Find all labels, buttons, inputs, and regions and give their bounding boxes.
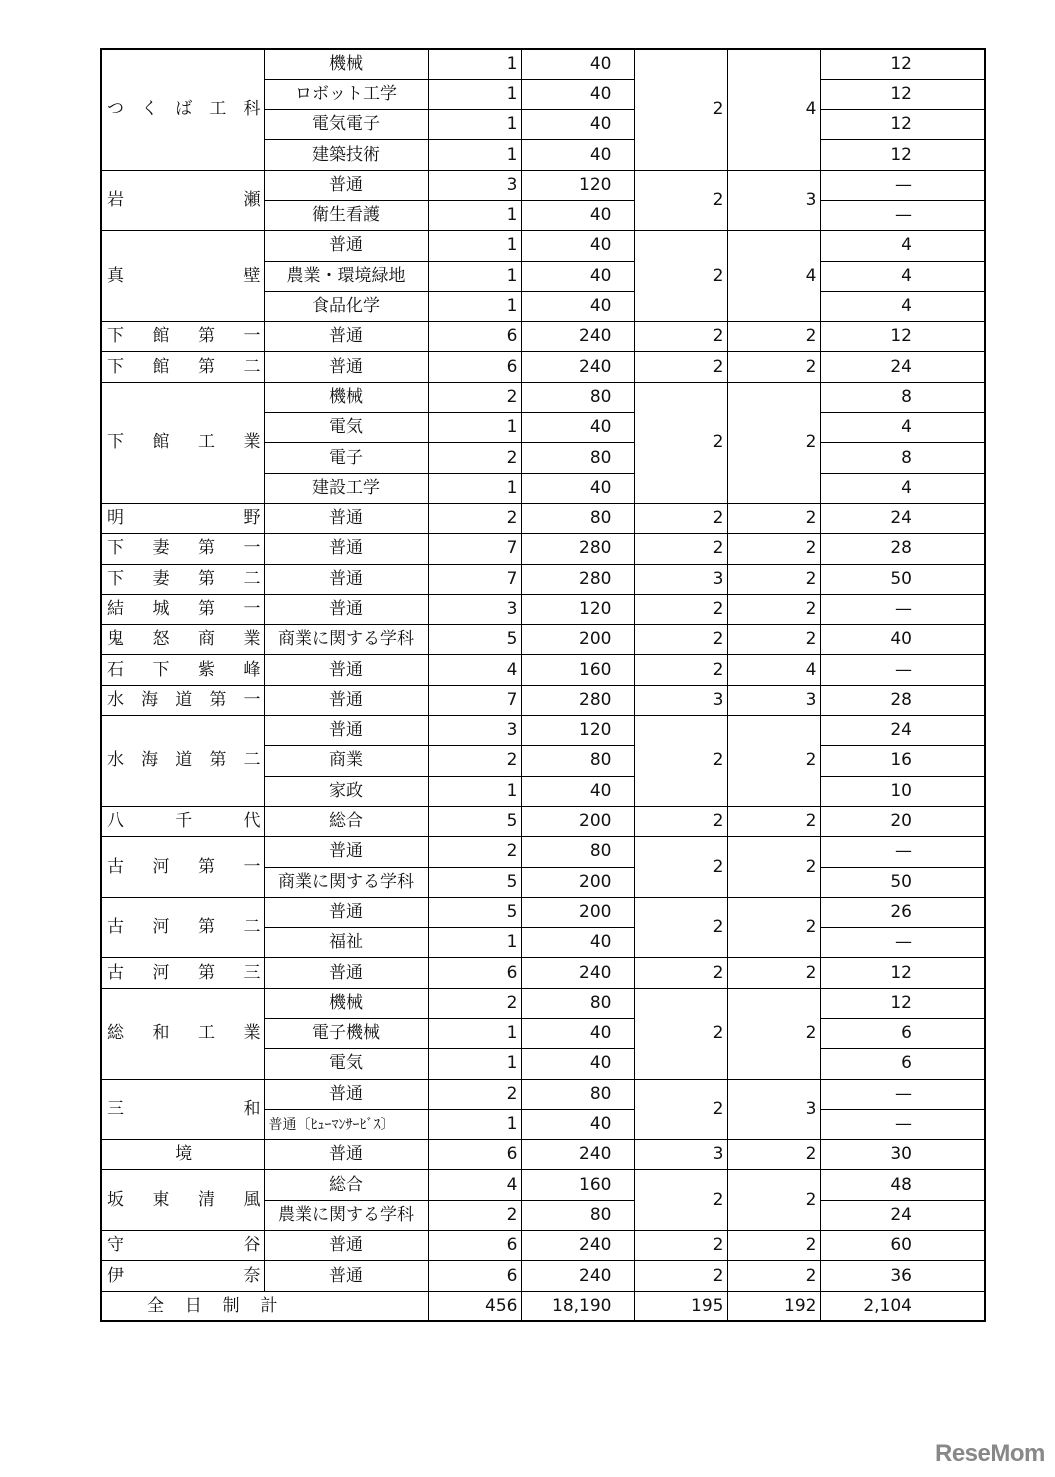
column-7-value: —: [820, 837, 985, 867]
column-5-value: 2: [634, 49, 727, 170]
capacity: 240: [521, 1231, 634, 1261]
class-count: 1: [428, 1049, 521, 1079]
column-6-value: 2: [727, 988, 820, 1079]
column-6-value: 4: [727, 49, 820, 170]
department-name: 機械: [264, 49, 428, 79]
department-name: 普通: [264, 655, 428, 685]
column-6-value: 2: [727, 1231, 820, 1261]
capacity: 240: [521, 1261, 634, 1291]
department-name: 普通: [264, 352, 428, 382]
capacity: 80: [521, 837, 634, 867]
department-name: ロボット工学: [264, 79, 428, 109]
column-6-value: 2: [727, 534, 820, 564]
table-row: [101, 49, 985, 79]
column-7-value: 40: [820, 625, 985, 655]
class-count: 6: [428, 322, 521, 352]
capacity: 40: [521, 140, 634, 170]
column-6-value: 4: [727, 231, 820, 322]
table-row: [101, 988, 985, 1018]
column-7-value: 26: [820, 897, 985, 927]
column-5-value: 2: [634, 1261, 727, 1291]
class-count: 6: [428, 1231, 521, 1261]
capacity: 80: [521, 746, 634, 776]
capacity: 40: [521, 1019, 634, 1049]
department-name: 衛生看護: [264, 200, 428, 230]
capacity: 80: [521, 443, 634, 473]
capacity: 80: [521, 503, 634, 533]
capacity: 40: [521, 413, 634, 443]
department-name: 普通: [264, 1079, 428, 1109]
school-name: 結城第一: [101, 594, 264, 624]
column-6-value: 3: [727, 1079, 820, 1140]
department-name: 商業に関する学科: [264, 625, 428, 655]
column-7-value: —: [820, 655, 985, 685]
school-capacity-table: [100, 48, 986, 1322]
column-6-value: 2: [727, 322, 820, 352]
department-name: 普通: [264, 564, 428, 594]
table-row: [101, 231, 985, 261]
column-7-value: —: [820, 928, 985, 958]
department-name: 普通〔ﾋｭｰﾏﾝｻｰﾋﾞｽ〕: [264, 1109, 428, 1139]
department-name: 普通: [264, 958, 428, 988]
column-7-value: 4: [820, 231, 985, 261]
department-name: 電子機械: [264, 1019, 428, 1049]
department-name: 総合: [264, 806, 428, 836]
column-7-value: 4: [820, 261, 985, 291]
class-count: 6: [428, 958, 521, 988]
table-row: [101, 625, 985, 655]
school-name: 水海道第二: [101, 716, 264, 807]
column-5-value: 2: [634, 594, 727, 624]
school-name: 岩瀬: [101, 170, 264, 231]
column-7-value: 12: [820, 322, 985, 352]
total-label: 全日制計: [101, 1291, 428, 1321]
column-5-value: 2: [634, 625, 727, 655]
table-row: [101, 1140, 985, 1170]
capacity: 240: [521, 352, 634, 382]
class-count: 1: [428, 1109, 521, 1139]
department-name: 農業・環境緑地: [264, 261, 428, 291]
class-count: 2: [428, 988, 521, 1018]
department-name: 普通: [264, 231, 428, 261]
department-name: 電気電子: [264, 110, 428, 140]
department-name: 建設工学: [264, 473, 428, 503]
capacity: 120: [521, 170, 634, 200]
table-row: [101, 655, 985, 685]
column-5-value: 3: [634, 685, 727, 715]
class-count: 4: [428, 1170, 521, 1200]
column-5-value: 3: [634, 1140, 727, 1170]
column-5-value: 3: [634, 564, 727, 594]
column-7-value: 12: [820, 49, 985, 79]
column-6-value: 2: [727, 352, 820, 382]
table-row: [101, 1231, 985, 1261]
column-6-value: 2: [727, 1140, 820, 1170]
column-6-value: 2: [727, 806, 820, 836]
column-7-value: 12: [820, 958, 985, 988]
column-7-value: 16: [820, 746, 985, 776]
department-name: 普通: [264, 897, 428, 927]
department-name: 建築技術: [264, 140, 428, 170]
column-6-value: 3: [727, 685, 820, 715]
column-7-value: 20: [820, 806, 985, 836]
class-count: 7: [428, 685, 521, 715]
class-count: 1: [428, 200, 521, 230]
column-5-value: 2: [634, 655, 727, 685]
capacity: 80: [521, 988, 634, 1018]
class-count: 3: [428, 716, 521, 746]
class-count: 1: [428, 473, 521, 503]
department-name: 普通: [264, 594, 428, 624]
column-6-value: 2: [727, 716, 820, 807]
column-6-value: 2: [727, 594, 820, 624]
class-count: 2: [428, 503, 521, 533]
department-name: 家政: [264, 776, 428, 806]
class-count: 1: [428, 1019, 521, 1049]
department-name: 普通: [264, 716, 428, 746]
department-name: 普通: [264, 534, 428, 564]
column-5-value: 2: [634, 716, 727, 807]
column-7-value: —: [820, 200, 985, 230]
department-name: 電気: [264, 1049, 428, 1079]
column-7-value: 8: [820, 443, 985, 473]
column-5-value: 2: [634, 897, 727, 958]
column-5-value: 2: [634, 503, 727, 533]
class-count: 2: [428, 837, 521, 867]
column-7-value: 36: [820, 1261, 985, 1291]
school-name: 坂東清風: [101, 1170, 264, 1231]
column-5-value: 2: [634, 534, 727, 564]
column-5-value: 2: [634, 1079, 727, 1140]
column-7-value: 24: [820, 503, 985, 533]
class-count: 1: [428, 776, 521, 806]
table-row: [101, 564, 985, 594]
class-count: 5: [428, 806, 521, 836]
capacity: 40: [521, 473, 634, 503]
column-6-value: 2: [727, 503, 820, 533]
class-count: 1: [428, 261, 521, 291]
school-name: 水海道第一: [101, 685, 264, 715]
column-7-value: —: [820, 170, 985, 200]
table-row: [101, 958, 985, 988]
column-6-value: 2: [727, 564, 820, 594]
capacity: 80: [521, 1200, 634, 1230]
capacity: 240: [521, 322, 634, 352]
capacity: 120: [521, 716, 634, 746]
table-row: [101, 352, 985, 382]
column-7-value: 28: [820, 685, 985, 715]
table-row: [101, 594, 985, 624]
school-name: 古河第三: [101, 958, 264, 988]
column-6-value: 2: [727, 897, 820, 958]
class-count: 1: [428, 110, 521, 140]
department-name: 普通: [264, 322, 428, 352]
school-name: 明野: [101, 503, 264, 533]
department-name: 総合: [264, 1170, 428, 1200]
department-name: 普通: [264, 170, 428, 200]
class-count: 2: [428, 443, 521, 473]
class-count: 2: [428, 1200, 521, 1230]
department-name: 普通: [264, 685, 428, 715]
column-6-value: 2: [727, 625, 820, 655]
column-7-value: 6: [820, 1019, 985, 1049]
column-5-value: 2: [634, 1231, 727, 1261]
school-name: 鬼怒商業: [101, 625, 264, 655]
class-count: 6: [428, 1140, 521, 1170]
capacity: 80: [521, 1079, 634, 1109]
school-name: 真壁: [101, 231, 264, 322]
department-name: 機械: [264, 382, 428, 412]
capacity: 40: [521, 261, 634, 291]
column-7-value: 60: [820, 1231, 985, 1261]
department-name: 普通: [264, 1140, 428, 1170]
total-classes: 456: [428, 1291, 521, 1321]
capacity: 40: [521, 291, 634, 321]
class-count: 5: [428, 897, 521, 927]
class-count: 5: [428, 867, 521, 897]
school-name: つくば工科: [101, 49, 264, 170]
school-name: 石下紫峰: [101, 655, 264, 685]
column-7-value: 4: [820, 413, 985, 443]
class-count: 1: [428, 49, 521, 79]
class-count: 2: [428, 746, 521, 776]
column-5-value: 2: [634, 837, 727, 898]
column-5-value: 2: [634, 382, 727, 503]
column-6-value: 2: [727, 958, 820, 988]
column-5-value: 2: [634, 170, 727, 231]
department-name: 福祉: [264, 928, 428, 958]
capacity: 200: [521, 867, 634, 897]
class-count: 2: [428, 1079, 521, 1109]
capacity: 40: [521, 79, 634, 109]
table-row: [101, 1170, 985, 1200]
school-name: 下館第一: [101, 322, 264, 352]
school-name: 下館第二: [101, 352, 264, 382]
column-5-value: 2: [634, 322, 727, 352]
column-6-value: 2: [727, 837, 820, 898]
capacity: 160: [521, 1170, 634, 1200]
department-name: 普通: [264, 1261, 428, 1291]
column-7-value: 12: [820, 110, 985, 140]
class-count: 1: [428, 140, 521, 170]
capacity: 200: [521, 806, 634, 836]
department-name: 商業: [264, 746, 428, 776]
class-count: 1: [428, 928, 521, 958]
column-5-value: 2: [634, 988, 727, 1079]
school-name: 総和工業: [101, 988, 264, 1079]
capacity: 40: [521, 200, 634, 230]
column-7-value: 50: [820, 564, 985, 594]
class-count: 6: [428, 352, 521, 382]
class-count: 4: [428, 655, 521, 685]
capacity: 40: [521, 1049, 634, 1079]
capacity: 40: [521, 1109, 634, 1139]
department-name: 電子: [264, 443, 428, 473]
table-row: [101, 503, 985, 533]
table-row: [101, 897, 985, 927]
capacity: 40: [521, 776, 634, 806]
school-name: 古河第二: [101, 897, 264, 958]
column-7-value: 6: [820, 1049, 985, 1079]
table-row: [101, 1261, 985, 1291]
column-7-value: 12: [820, 988, 985, 1018]
table-row: [101, 806, 985, 836]
table-row: [101, 382, 985, 412]
capacity: 80: [521, 382, 634, 412]
column-7-value: 30: [820, 1140, 985, 1170]
table-row: [101, 170, 985, 200]
department-name: 普通: [264, 503, 428, 533]
capacity: 40: [521, 928, 634, 958]
department-name: 機械: [264, 988, 428, 1018]
column-7-value: 8: [820, 382, 985, 412]
capacity: 200: [521, 625, 634, 655]
column-6-value: 2: [727, 382, 820, 503]
column-7-value: 12: [820, 79, 985, 109]
total-column-5: 195: [634, 1291, 727, 1321]
column-7-value: 24: [820, 716, 985, 746]
column-7-value: 4: [820, 291, 985, 321]
column-7-value: 28: [820, 534, 985, 564]
department-name: 電気: [264, 413, 428, 443]
capacity: 120: [521, 594, 634, 624]
column-7-value: —: [820, 594, 985, 624]
column-7-value: 48: [820, 1170, 985, 1200]
class-count: 1: [428, 413, 521, 443]
class-count: 3: [428, 170, 521, 200]
column-5-value: 2: [634, 1170, 727, 1231]
school-name: 下妻第二: [101, 564, 264, 594]
capacity: 240: [521, 1140, 634, 1170]
class-count: 5: [428, 625, 521, 655]
capacity: 40: [521, 49, 634, 79]
school-name: 下館工業: [101, 382, 264, 503]
department-name: 普通: [264, 837, 428, 867]
column-6-value: 2: [727, 1170, 820, 1231]
total-capacity: 18,190: [521, 1291, 634, 1321]
department-name: 農業に関する学科: [264, 1200, 428, 1230]
school-name: 三和: [101, 1079, 264, 1140]
column-7-value: 10: [820, 776, 985, 806]
class-count: 7: [428, 534, 521, 564]
department-name: 商業に関する学科: [264, 867, 428, 897]
column-6-value: 4: [727, 655, 820, 685]
column-7-value: 50: [820, 867, 985, 897]
department-name: 食品化学: [264, 291, 428, 321]
column-5-value: 2: [634, 958, 727, 988]
school-name: 境: [101, 1140, 264, 1170]
column-7-value: —: [820, 1079, 985, 1109]
column-5-value: 2: [634, 806, 727, 836]
column-7-value: 4: [820, 473, 985, 503]
resemom-watermark-logo: ReseMom: [935, 1440, 1045, 1467]
class-count: 1: [428, 291, 521, 321]
column-5-value: 2: [634, 231, 727, 322]
capacity: 240: [521, 958, 634, 988]
total-column-7: 2,104: [820, 1291, 985, 1321]
total-row: [101, 1291, 985, 1321]
capacity: 280: [521, 534, 634, 564]
class-count: 1: [428, 231, 521, 261]
table-row: [101, 716, 985, 746]
column-6-value: 3: [727, 170, 820, 231]
class-count: 6: [428, 1261, 521, 1291]
school-name: 伊奈: [101, 1261, 264, 1291]
capacity: 280: [521, 685, 634, 715]
department-name: 普通: [264, 1231, 428, 1261]
school-name: 八千代: [101, 806, 264, 836]
school-name: 守谷: [101, 1231, 264, 1261]
class-count: 1: [428, 79, 521, 109]
capacity: 40: [521, 231, 634, 261]
column-7-value: —: [820, 1109, 985, 1139]
class-count: 7: [428, 564, 521, 594]
table-row: [101, 1079, 985, 1109]
capacity: 40: [521, 110, 634, 140]
column-7-value: 24: [820, 1200, 985, 1230]
column-7-value: 12: [820, 140, 985, 170]
table-row: [101, 322, 985, 352]
table-row: [101, 837, 985, 867]
column-6-value: 2: [727, 1261, 820, 1291]
capacity: 200: [521, 897, 634, 927]
school-name: 下妻第一: [101, 534, 264, 564]
class-count: 3: [428, 594, 521, 624]
column-5-value: 2: [634, 352, 727, 382]
total-column-6: 192: [727, 1291, 820, 1321]
table-row: [101, 534, 985, 564]
capacity: 160: [521, 655, 634, 685]
capacity: 280: [521, 564, 634, 594]
column-7-value: 24: [820, 352, 985, 382]
school-name: 古河第一: [101, 837, 264, 898]
class-count: 2: [428, 382, 521, 412]
table-row: [101, 685, 985, 715]
